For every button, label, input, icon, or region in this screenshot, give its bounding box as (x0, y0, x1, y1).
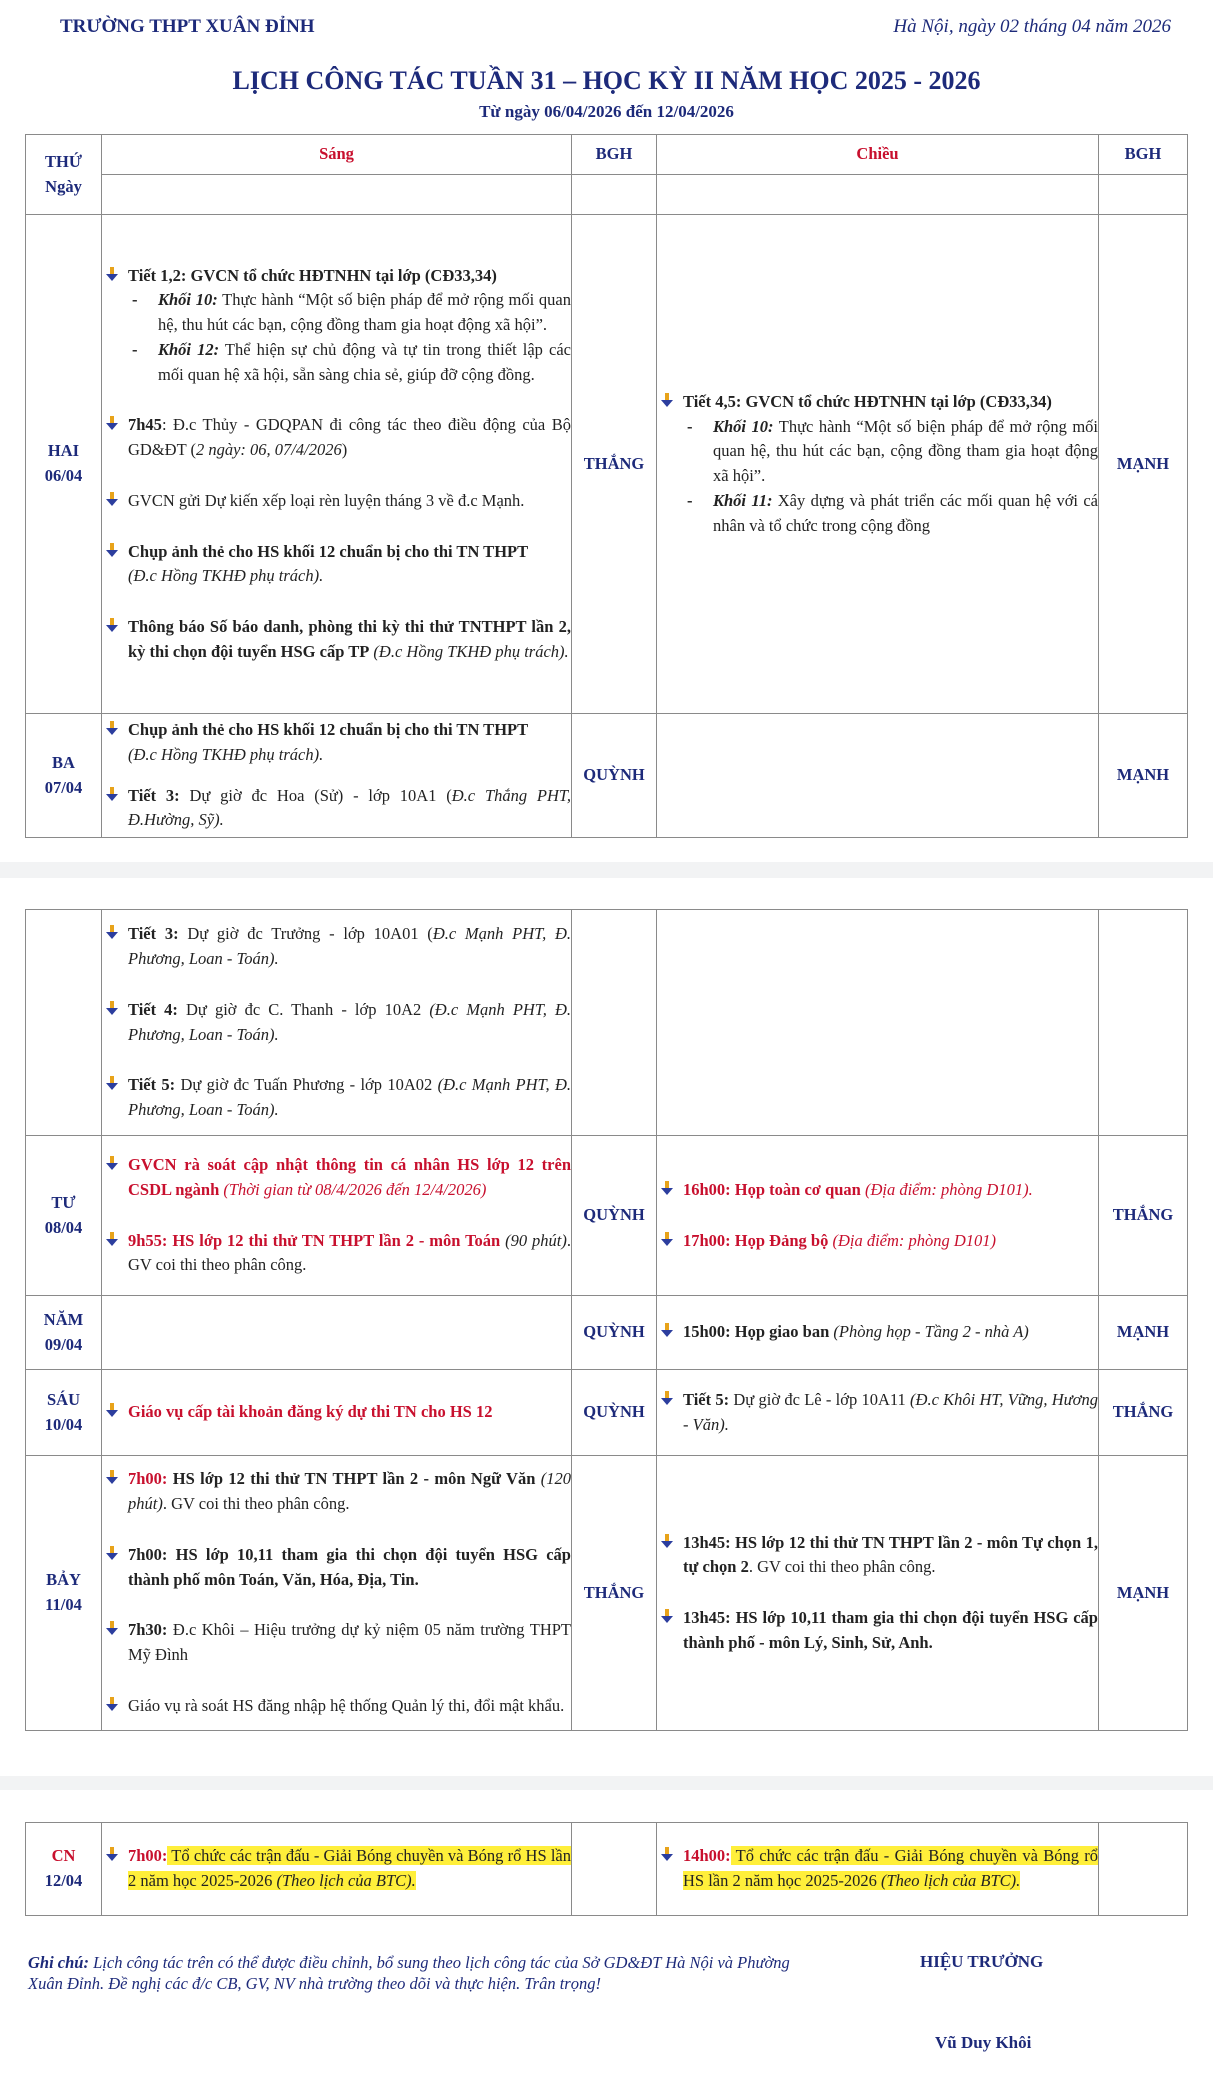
bgh-afternoon-friday: THẮNG (1099, 1370, 1188, 1456)
item-note: (Địa điểm: phòng D101) (828, 1230, 997, 1250)
afternoon-cell-wednesday (657, 1136, 1099, 1296)
sub-text: Xây dựng và phát triển các mối quan hệ với cá nhân và tổ chức trong cộng đồng (713, 490, 1098, 535)
sub-item: - Khối 10: Thực hành “Một số biện pháp để mở rộng mối quan hệ, thu hút các bạn, cộng đồng tham gia hoạt động xã hội”. (687, 416, 1099, 485)
afternoon-cell-sunday (657, 1823, 1099, 1916)
list-item (102, 615, 571, 665)
list-item (102, 1618, 571, 1668)
header-bgh-afternoon: BGH (1099, 135, 1188, 175)
list-item (102, 489, 571, 514)
item-note: (90 phút) (500, 1230, 567, 1250)
list-item (102, 1844, 571, 1894)
arrow-bullet-icon (659, 1533, 675, 1549)
item-text: Dự giờ đc Tuấn Phương - lớp 10A02 (175, 1075, 438, 1095)
item-text-highlighted: Tổ chức các trận đấu - Giải Bóng chuyền và Bóng rổ HS lần 2 năm học 2025-2026 (128, 1846, 571, 1890)
bgh-afternoon-thursday: MẠNH (1099, 1296, 1188, 1370)
day-date: 08/04 (44, 1217, 83, 1237)
bgh-afternoon-wednesday: THẮNG (1099, 1136, 1188, 1296)
item-note: (120 phút) (128, 1469, 571, 1514)
item-title: Thông báo Số báo danh, phòng thi kỳ thi thử TNTHPT lần 2, kỳ thi chọn đội tuyển HSG cấp TP (128, 617, 571, 661)
bgh-morning-sunday (572, 1823, 657, 1916)
day-name: SÁU (46, 1389, 80, 1409)
item-text: Giáo vụ rà soát HS đăng nhập hệ thống Quản lý thi, đổi mật khẩu. (128, 1695, 565, 1715)
arrow-bullet-icon (104, 1155, 120, 1171)
list-item (102, 1229, 571, 1279)
list-item (102, 922, 571, 972)
bgh-morning-friday: QUỲNH (572, 1370, 657, 1456)
arrow-bullet-icon (104, 491, 120, 507)
list-item (102, 718, 571, 768)
arrow-bullet-icon (104, 1402, 120, 1418)
item-text: : Đ.c Thủy - GDQPAN đi công tác theo điều động của Bộ GD&ĐT ( (128, 415, 571, 459)
item-text-end: ) (341, 440, 348, 459)
item-note: (Đ.c Khôi HT, Vững, Hương - Văn). (683, 1389, 1098, 1434)
list-item (657, 1388, 1098, 1438)
list-item (102, 540, 571, 590)
item-text: Dự giờ đc Trưởng - lớp 10A01 ( (178, 924, 433, 944)
schedule-table-part-3 (25, 1822, 1188, 1916)
day-cell-sunday (26, 1823, 102, 1916)
header-bgh-morning: BGH (572, 135, 657, 175)
day-name: CN (51, 1846, 76, 1866)
header-day-label: THỨ (45, 151, 82, 171)
note-text: Lịch công tác trên có thể được điều chỉnh, bổ sung theo lịch công tác của Sở GD&ĐT Hà Nội và Phường Xuân Đỉnh. Đề nghị các đ/c CB, GV, NV nhà trường theo dõi và thực hiện. Trân trọng! (28, 1953, 790, 1994)
item-note: Đ.c Mạnh PHT, Đ. Phương, Loan - Toán). (128, 924, 571, 968)
item-note: (Địa điểm: phòng D101). (860, 1179, 1033, 1199)
page-1 (0, 0, 1213, 862)
item-note: Đ.c Thắng PHT, Đ.Hường, Sỹ). (128, 785, 571, 830)
page-subtitle: Từ ngày 06/04/2026 đến 12/04/2026 (479, 102, 734, 121)
day-cell-tuesday (26, 714, 102, 838)
item-note: (Đ.c Mạnh PHT, Đ. Phương, Loan - Toán). (128, 999, 572, 1044)
day-date: 09/04 (44, 1334, 83, 1354)
list-item (102, 998, 571, 1048)
sub-text: Thể hiện sự chủ động và tự tin trong thiết lập các mối quan hệ xã hội, sẵn sàng chia sẻ, giúp đỡ cộng đồng. (158, 339, 571, 384)
item-note: (Đ.c Mạnh PHT, Đ. Phương, Loan - Toán). (128, 1075, 571, 1119)
arrow-bullet-icon (104, 1075, 120, 1091)
item-text: . GV coi thi theo phân công. (748, 1557, 936, 1577)
item-time: 14h00: (683, 1846, 731, 1866)
sub-item: - Khối 10: Thực hành “Một số biện pháp để mở rộng mối quan hệ, thu hút các bạn, cộng đồng tham gia hoạt động xã hội”. (132, 290, 571, 334)
list-item (102, 264, 571, 388)
arrow-bullet-icon (104, 1545, 120, 1561)
signature-name: Vũ Duy Khôi (935, 2033, 1032, 2052)
list-item (102, 1694, 571, 1719)
list-item (657, 1844, 1098, 1894)
table-row-sunday (26, 1823, 1188, 1916)
arrow-bullet-icon (104, 617, 120, 633)
table-row-saturday (26, 1456, 1188, 1731)
list-item (657, 1229, 1098, 1254)
morning-cell-saturday (102, 1456, 572, 1731)
note-label: Ghi chú: (28, 1953, 89, 1972)
item-title: Tiết 4,5: GVCN tổ chức HĐTNHN tại lớp (CĐ33,34) (683, 391, 1052, 411)
item-title: 17h00: Họp Đảng bộ (683, 1230, 829, 1250)
page-2 (0, 878, 1213, 1776)
list-item (102, 1153, 571, 1203)
bgh-afternoon-saturday: MẠNH (1099, 1456, 1188, 1731)
item-title: 15h00: Họp giao ban (683, 1322, 830, 1342)
item-title: 13h45: HS lớp 12 thi thử TN THPT lần 2 - môn Tự chọn 1, tự chọn 2 (683, 1532, 1098, 1577)
afternoon-cell-thursday (657, 1296, 1099, 1370)
arrow-bullet-icon (104, 1000, 120, 1016)
table-row-tuesday-continued (26, 910, 1188, 1136)
item-note: (Đ.c Hồng TKHĐ phụ trách). (369, 641, 569, 661)
sub-label: Khối 11: (713, 490, 773, 510)
school-name: TRƯỜNG THPT XUÂN ĐỈNH (60, 16, 315, 37)
item-note: (Phòng họp - Tầng 2 - nhà A) (829, 1322, 1029, 1342)
item-note: (Theo lịch của BTC). (880, 1871, 1021, 1890)
bgh-morning-tuesday: QUỲNH (572, 714, 657, 838)
header-date-label: Ngày (45, 176, 82, 196)
arrow-bullet-icon (104, 1469, 120, 1485)
item-time: Tiết 5: (128, 1075, 176, 1095)
item-text: GVCN gửi Dự kiến xếp loại rèn luyện tháng 3 về đ.c Mạnh. (128, 490, 525, 510)
item-text: Dự giờ đc Hoa (Sử) - lớp 10A1 ( (179, 785, 452, 805)
day-cell-thursday (26, 1296, 102, 1370)
morning-cell-tuesday (102, 714, 572, 838)
arrow-bullet-icon (104, 1231, 120, 1247)
arrow-bullet-icon (104, 542, 120, 558)
item-title: Chụp ảnh thẻ cho HS khối 12 chuẩn bị cho thi TN THPT (128, 541, 529, 561)
sub-label: Khối 10: (713, 416, 774, 436)
list-item (102, 413, 571, 463)
item-time: Tiết 4: (128, 999, 178, 1019)
sub-text: Thực hành “Một số biện pháp để mở rộng mối quan hệ, thu hút các bạn, cộng đồng tham gia hoạt động xã hội”. (158, 290, 571, 334)
list-item (657, 1606, 1098, 1656)
header-day-cell (26, 135, 102, 215)
arrow-bullet-icon (104, 266, 120, 282)
item-time: Tiết 5: (683, 1389, 730, 1409)
item-time: 7h00: (128, 1846, 168, 1866)
sub-label: Khối 12: (158, 339, 220, 359)
day-date: 10/04 (44, 1414, 83, 1434)
item-text: Dự giờ đc Lê - lớp 10A11 (729, 1389, 911, 1409)
table-row-wednesday (26, 1136, 1188, 1296)
bgh-morning-wednesday: QUỲNH (572, 1136, 657, 1296)
schedule-table-part-1 (25, 134, 1188, 838)
day-date: 12/04 (44, 1871, 83, 1890)
schedule-table-part-2 (25, 909, 1188, 1731)
item-title: Giáo vụ cấp tài khoản đăng ký dự thi TN cho HS 12 (128, 1402, 493, 1422)
list-item (102, 1543, 571, 1593)
afternoon-cell-friday (657, 1370, 1099, 1456)
morning-cell-sunday (102, 1823, 572, 1916)
date-line: Hà Nội, ngày 02 tháng 04 năm 2026 (893, 16, 1171, 37)
day-date: 11/04 (45, 1595, 82, 1614)
header-afternoon: Chiều (657, 135, 1099, 175)
item-text: Đ.c Khôi – Hiệu trưởng dự kỷ niệm 05 năm trường THPT Mỹ Đình (128, 1620, 571, 1665)
item-note: (Đ.c Hồng TKHĐ phụ trách). (128, 744, 324, 764)
list-item (657, 1531, 1098, 1581)
table-row-monday (26, 215, 1188, 714)
morning-cell-tuesday-continued (102, 910, 572, 1136)
sub-label: Khối 10: (158, 290, 218, 310)
item-time: 7h30: (128, 1620, 168, 1640)
arrow-bullet-icon (104, 415, 120, 431)
day-name: HAI (47, 441, 80, 461)
bgh-afternoon-tuesday: MẠNH (1099, 714, 1188, 838)
bgh-afternoon-monday: MẠNH (1099, 215, 1188, 714)
arrow-bullet-icon (659, 1322, 675, 1338)
signature-title: HIỆU TRƯỞNG (920, 1952, 1044, 1971)
bgh-morning-thursday: QUỲNH (572, 1296, 657, 1370)
item-title: HS lớp 12 thi thử TN THPT lần 2 - môn Ngữ Văn (167, 1469, 536, 1489)
morning-cell-thursday (102, 1296, 572, 1370)
arrow-bullet-icon (104, 1846, 120, 1862)
item-time: 7h45 (128, 415, 162, 435)
list-item (657, 390, 1098, 539)
arrow-bullet-icon (659, 392, 675, 408)
item-title: Tiết 1,2: GVCN tổ chức HĐTNHN tại lớp (CĐ33,34) (128, 265, 497, 285)
item-text: . GV coi thi theo phân công. (162, 1494, 350, 1514)
afternoon-cell-saturday (657, 1456, 1099, 1731)
arrow-bullet-icon (659, 1390, 675, 1406)
morning-cell-monday (102, 215, 572, 714)
sub-item: - Khối 11: Xây dựng và phát triển các mối quan hệ với cá nhân và tổ chức trong cộng đồng (687, 490, 1098, 535)
day-name: BẢY (46, 1570, 81, 1590)
item-title: 9h55: HS lớp 12 thi thử TN THPT lần 2 - môn Toán (128, 1230, 501, 1250)
list-item (657, 1178, 1098, 1203)
item-title: 13h45: HS lớp 10,11 tham gia thi chọn đội tuyển HSG cấp thành phố - môn Lý, Sinh, Sử, Anh. (683, 1608, 1098, 1652)
sub-item: - Khối 12: Thể hiện sự chủ động và tự tin trong thiết lập các mối quan hệ xã hội, sẵn sàng chia sẻ, giúp đỡ cộng đồng. (132, 339, 571, 384)
item-time: Tiết 3: (128, 924, 179, 944)
arrow-bullet-icon (659, 1180, 675, 1196)
item-title: GVCN rà soát cập nhật thông tin cá nhân HS lớp 12 trên CSDL ngành (128, 1155, 571, 1199)
day-cell-wednesday (26, 1136, 102, 1296)
arrow-bullet-icon (104, 1620, 120, 1636)
list-item (102, 1073, 571, 1123)
arrow-bullet-icon (104, 924, 120, 940)
item-title: 16h00: Họp toàn cơ quan (683, 1179, 861, 1199)
page-title: LỊCH CÔNG TÁC TUẦN 31 – HỌC KỲ II NĂM HỌC 2025 - 2026 (232, 66, 981, 95)
item-title: 7h00: HS lớp 10,11 tham gia thi chọn đội tuyển HSG cấp thành phố môn Toán, Văn, Hóa, Địa, Tin. (128, 1544, 571, 1589)
day-cell-friday (26, 1370, 102, 1456)
arrow-bullet-icon (104, 1696, 120, 1712)
day-date: 07/04 (44, 777, 83, 797)
list-item (102, 1400, 571, 1425)
sub-text: Thực hành “Một số biện pháp để mở rộng mối quan hệ, thu hút các bạn, cộng đồng tham gia hoạt động xã hội”. (713, 416, 1099, 485)
morning-cell-friday (102, 1370, 572, 1456)
item-note: (Theo lịch của BTC). (276, 1871, 416, 1890)
item-note: 2 ngày: 06, 07/4/2026 (195, 440, 342, 459)
day-date: 06/04 (44, 466, 83, 485)
table-row-thursday (26, 1296, 1188, 1370)
arrow-bullet-icon (659, 1846, 675, 1862)
item-time: 7h00: (128, 1469, 168, 1489)
bgh-morning-monday: THẮNG (572, 215, 657, 714)
footer-note (28, 1952, 808, 1995)
list-item (102, 1467, 571, 1517)
arrow-bullet-icon (659, 1231, 675, 1247)
arrow-bullet-icon (104, 720, 120, 736)
item-note: (Đ.c Hồng TKHĐ phụ trách). (128, 566, 324, 586)
morning-cell-wednesday (102, 1136, 572, 1296)
header-morning: Sáng (102, 135, 572, 175)
item-title: Chụp ảnh thẻ cho HS khối 12 chuẩn bị cho thi TN THPT (128, 720, 529, 739)
arrow-bullet-icon (659, 1608, 675, 1624)
page-3 (0, 1790, 1213, 2074)
day-name: BA (52, 752, 75, 772)
bgh-afternoon-sunday (1099, 1823, 1188, 1916)
item-text-highlighted: Tổ chức các trận đấu - Giải Bóng chuyền và Bóng rổ HS lần 2 năm học 2025-2026 (683, 1846, 1098, 1890)
table-row-tuesday (26, 714, 1188, 838)
item-text: Dự giờ đc C. Thanh - lớp 10A2 (177, 999, 430, 1019)
item-note: (Thời gian từ 08/4/2026 đến 12/4/2026) (219, 1179, 487, 1199)
afternoon-cell-tuesday (657, 714, 1099, 838)
arrow-bullet-icon (104, 786, 120, 802)
afternoon-cell-monday (657, 215, 1099, 714)
day-cell-monday (26, 215, 102, 714)
item-time: Tiết 3: (128, 785, 180, 805)
day-name: TƯ (51, 1192, 76, 1212)
list-item (102, 784, 571, 834)
list-item (657, 1320, 1098, 1345)
day-name: NĂM (43, 1309, 84, 1329)
item-text: . GV coi thi theo phân công. (128, 1230, 572, 1275)
day-cell-saturday (26, 1456, 102, 1731)
bgh-morning-saturday: THẮNG (572, 1456, 657, 1731)
table-row-friday (26, 1370, 1188, 1456)
